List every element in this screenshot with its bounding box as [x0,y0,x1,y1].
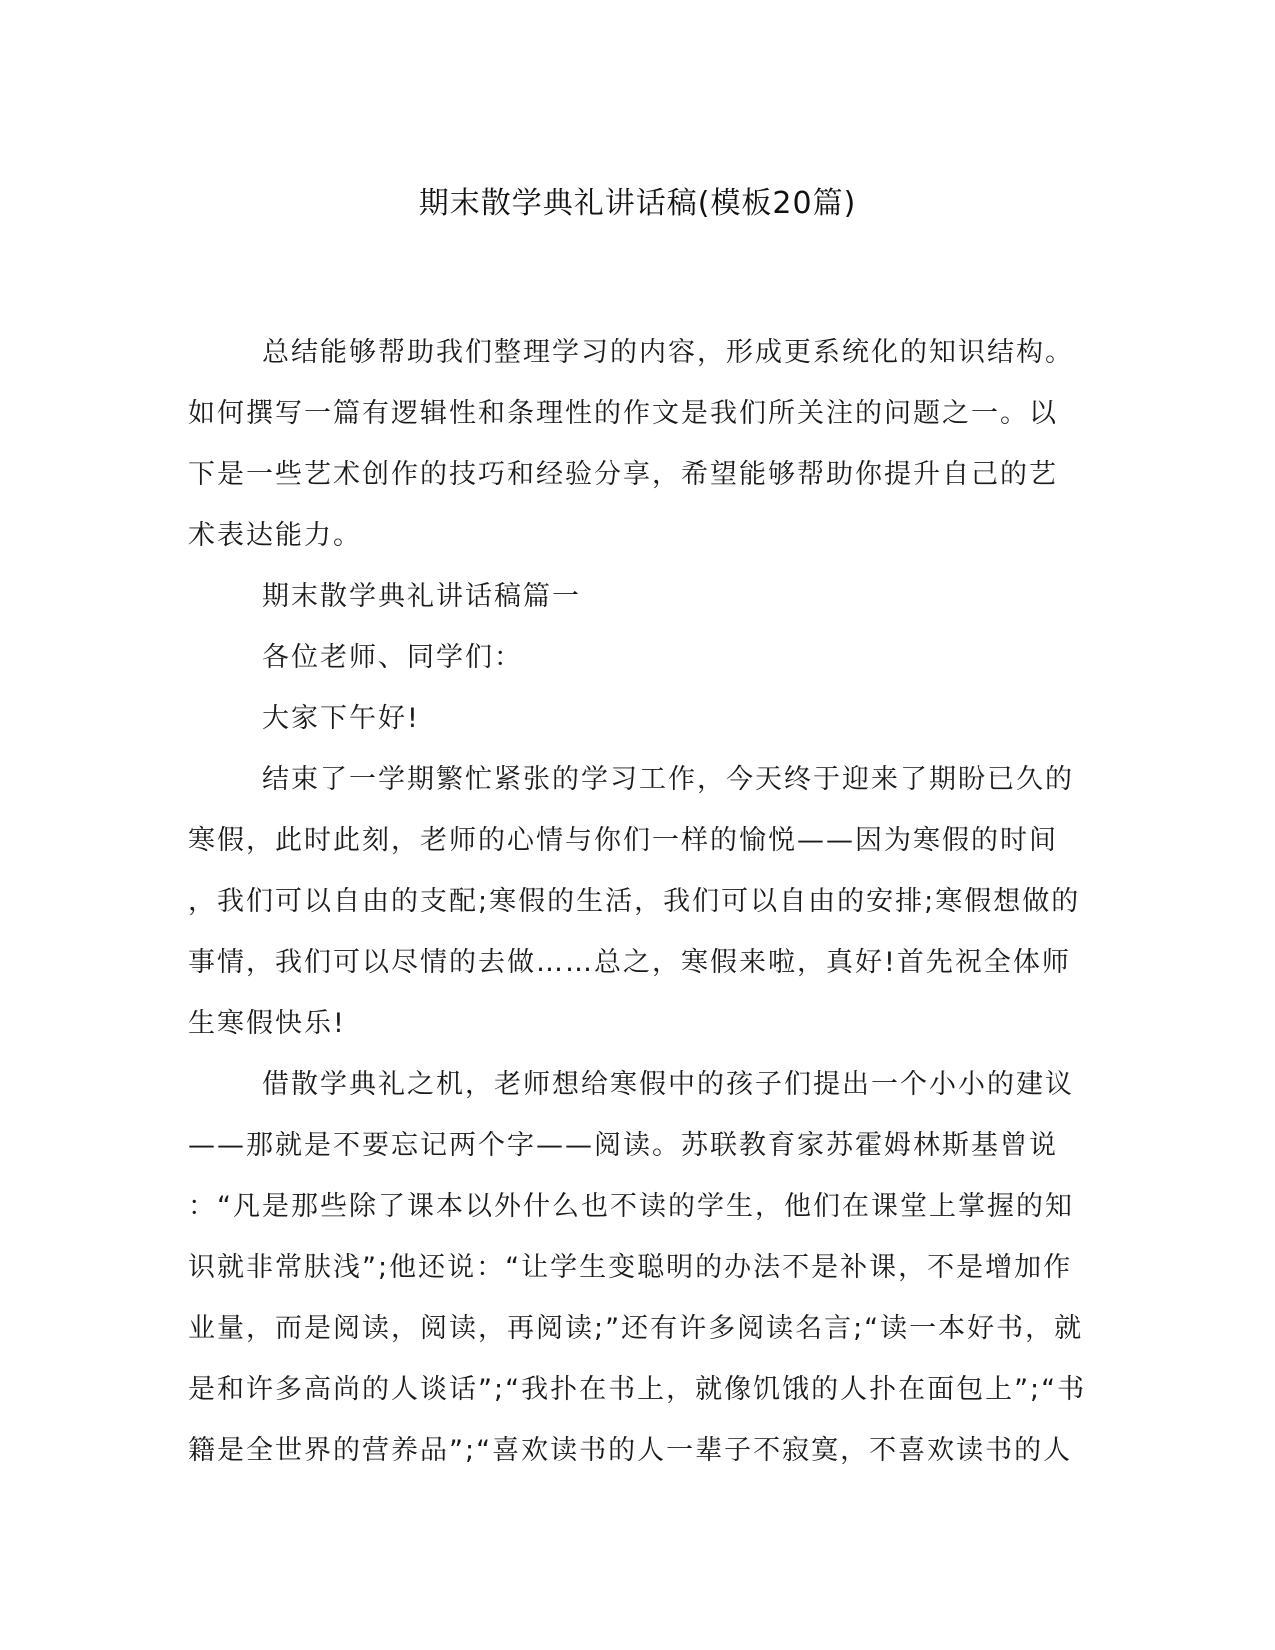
text-line: 籍是全世界的营养品”;“喜欢读书的人一辈子不寂寞，不喜欢读书的人 [188,1435,1073,1466]
text-line: 事情，我们可以尽情的去做……总之，寒假来啦，真好!首先祝全体师 [188,947,1071,978]
text-line: 各位老师、同学们： [262,642,523,673]
text-line: 是和许多高尚的人谈话”;“我扑在书上，就像饥饿的人扑在面包上”;“书 [188,1374,1087,1405]
paragraph-winter-break [188,749,1081,1054]
greeting [188,688,1078,749]
document-title: 期末散学典礼讲话稿(模板20篇) [418,186,857,221]
paragraph-intro [188,322,1078,566]
text-line: 结束了一学期繁忙紧张的学习工作，今天终于迎来了期盼已久的 [262,764,1074,795]
text-line: 生寒假快乐! [188,1008,346,1039]
text-line: 术表达能力。 [188,520,362,551]
text-line: 总结能够帮助我们整理学习的内容，形成更系统化的知识结构。 [262,337,1074,368]
text-line: 大家下午好! [262,703,420,734]
text-line: 识就非常肤浅”;他还说：“让学生变聪明的办法不是补课，不是增加作 [188,1252,1073,1283]
text-line: 期末散学典礼讲话稿篇一 [262,581,581,612]
text-line: 借散学典礼之机，老师想给寒假中的孩子们提出一个小小的建议 [262,1069,1074,1100]
text-line: 下是一些艺术创作的技巧和经验分享，希望能够帮助你提升自己的艺 [188,459,1058,490]
text-line: ，我们可以自由的支配;寒假的生活，我们可以自由的安排;寒假想做的 [188,886,1081,917]
text-line: 业量，而是阅读，阅读，再阅读;”还有许多阅读名言;“读一本好书，就 [188,1313,1084,1344]
text-line: 寒假，此时此刻，老师的心情与你们一样的愉悦——因为寒假的时间 [188,825,1058,856]
section-heading [188,566,1078,627]
paragraph-reading [188,1054,1087,1481]
salutation [188,627,1078,688]
text-line: ：“凡是那些除了课本以外什么也不读的学生，他们在课堂上掌握的知 [188,1191,1074,1222]
document-body [188,322,1087,1481]
text-line: 如何撰写一篇有逻辑性和条理性的作文是我们所关注的问题之一。以 [188,398,1058,429]
text-line: ——那就是不要忘记两个字——阅读。苏联教育家苏霍姆林斯基曾说 [188,1130,1058,1161]
